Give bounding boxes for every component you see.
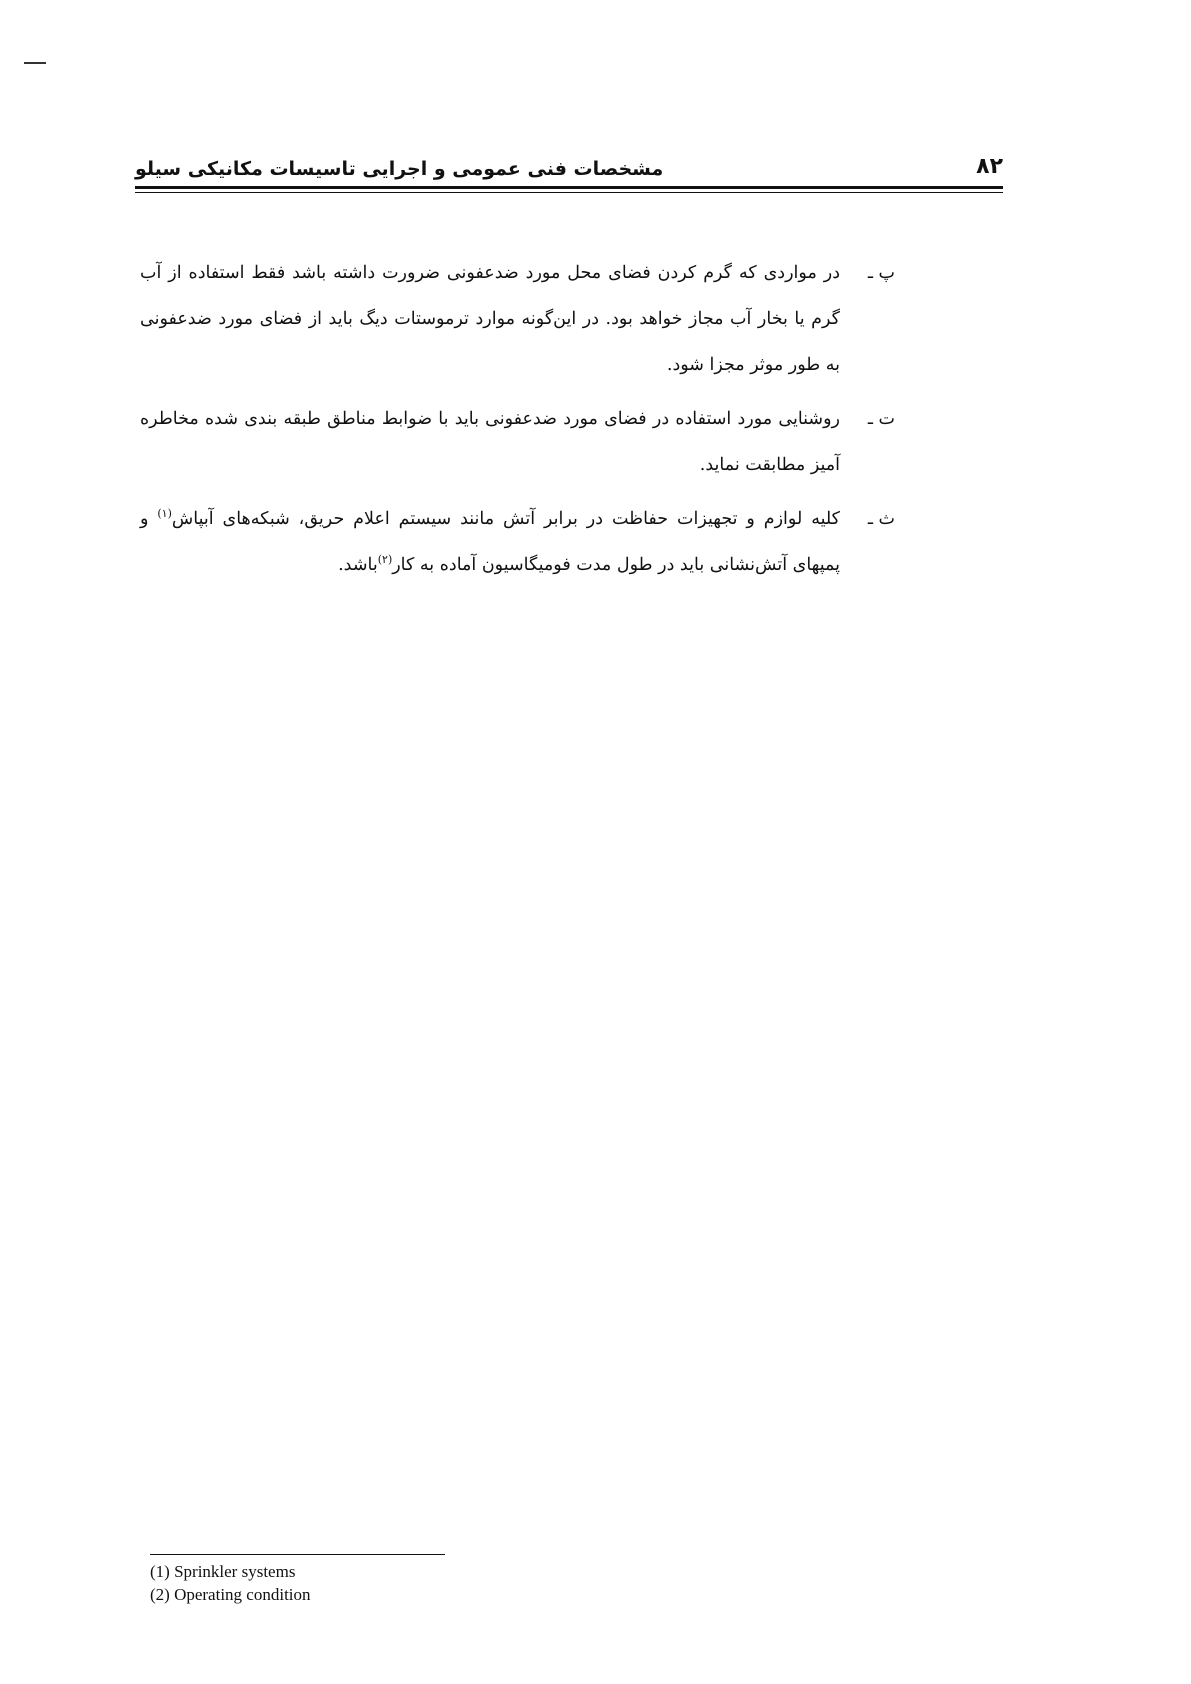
header-rule-thick [135, 186, 1003, 189]
footnote-ref: (۱) [157, 507, 172, 521]
footnotes [150, 1560, 650, 1606]
item-text-part: کلیه لوازم و تجهیزات حفاظت در برابر آتش مانند سیستم اعلام حریق، شبکه‌های آبپاش [171, 509, 840, 529]
footnote: (1) Sprinkler systems [150, 1562, 296, 1581]
footnote: (2) Operating condition [150, 1585, 311, 1604]
page-header [135, 150, 1003, 190]
page-number: ۸۲ [976, 154, 1003, 179]
item-text: روشنایی مورد استفاده در فضای مورد ضدعفونی باید با ضوابط مناطق طبقه بندی شده مخاطره آمیز مطابقت نماید. [140, 409, 840, 475]
margin-mark [24, 62, 46, 64]
list-item [140, 396, 895, 488]
item-marker: پ ـ [867, 263, 895, 283]
footnote-rule [150, 1554, 445, 1555]
item-marker: ث ـ [867, 509, 895, 529]
item-text-part: باشد. [338, 555, 378, 575]
footnote-ref: (۲) [377, 553, 393, 567]
list-item [140, 250, 895, 388]
list-item [140, 496, 895, 588]
item-text: در مواردی که گرم کردن فضای محل مورد ضدعفونی ضرورت داشته باشد فقط استفاده از آب گرم یا بخار آب مجاز خواهد بود. در این‌گونه موارد ترموستات دیگ باید از فضای مورد ضدعفونی به طور موثر مجزا شود. [140, 263, 840, 375]
item-text-part: و پمپهای آتش‌نشانی باید در طول مدت فومیگاسیون آماده به کار [140, 509, 840, 575]
header-rule-thin [135, 192, 1003, 193]
item-text [140, 496, 840, 588]
running-title: مشخصات فنی عمومی و اجرایی تاسیسات مکانیکی سیلو [135, 158, 664, 180]
body-text [140, 250, 895, 596]
item-marker: ت ـ [867, 409, 895, 429]
